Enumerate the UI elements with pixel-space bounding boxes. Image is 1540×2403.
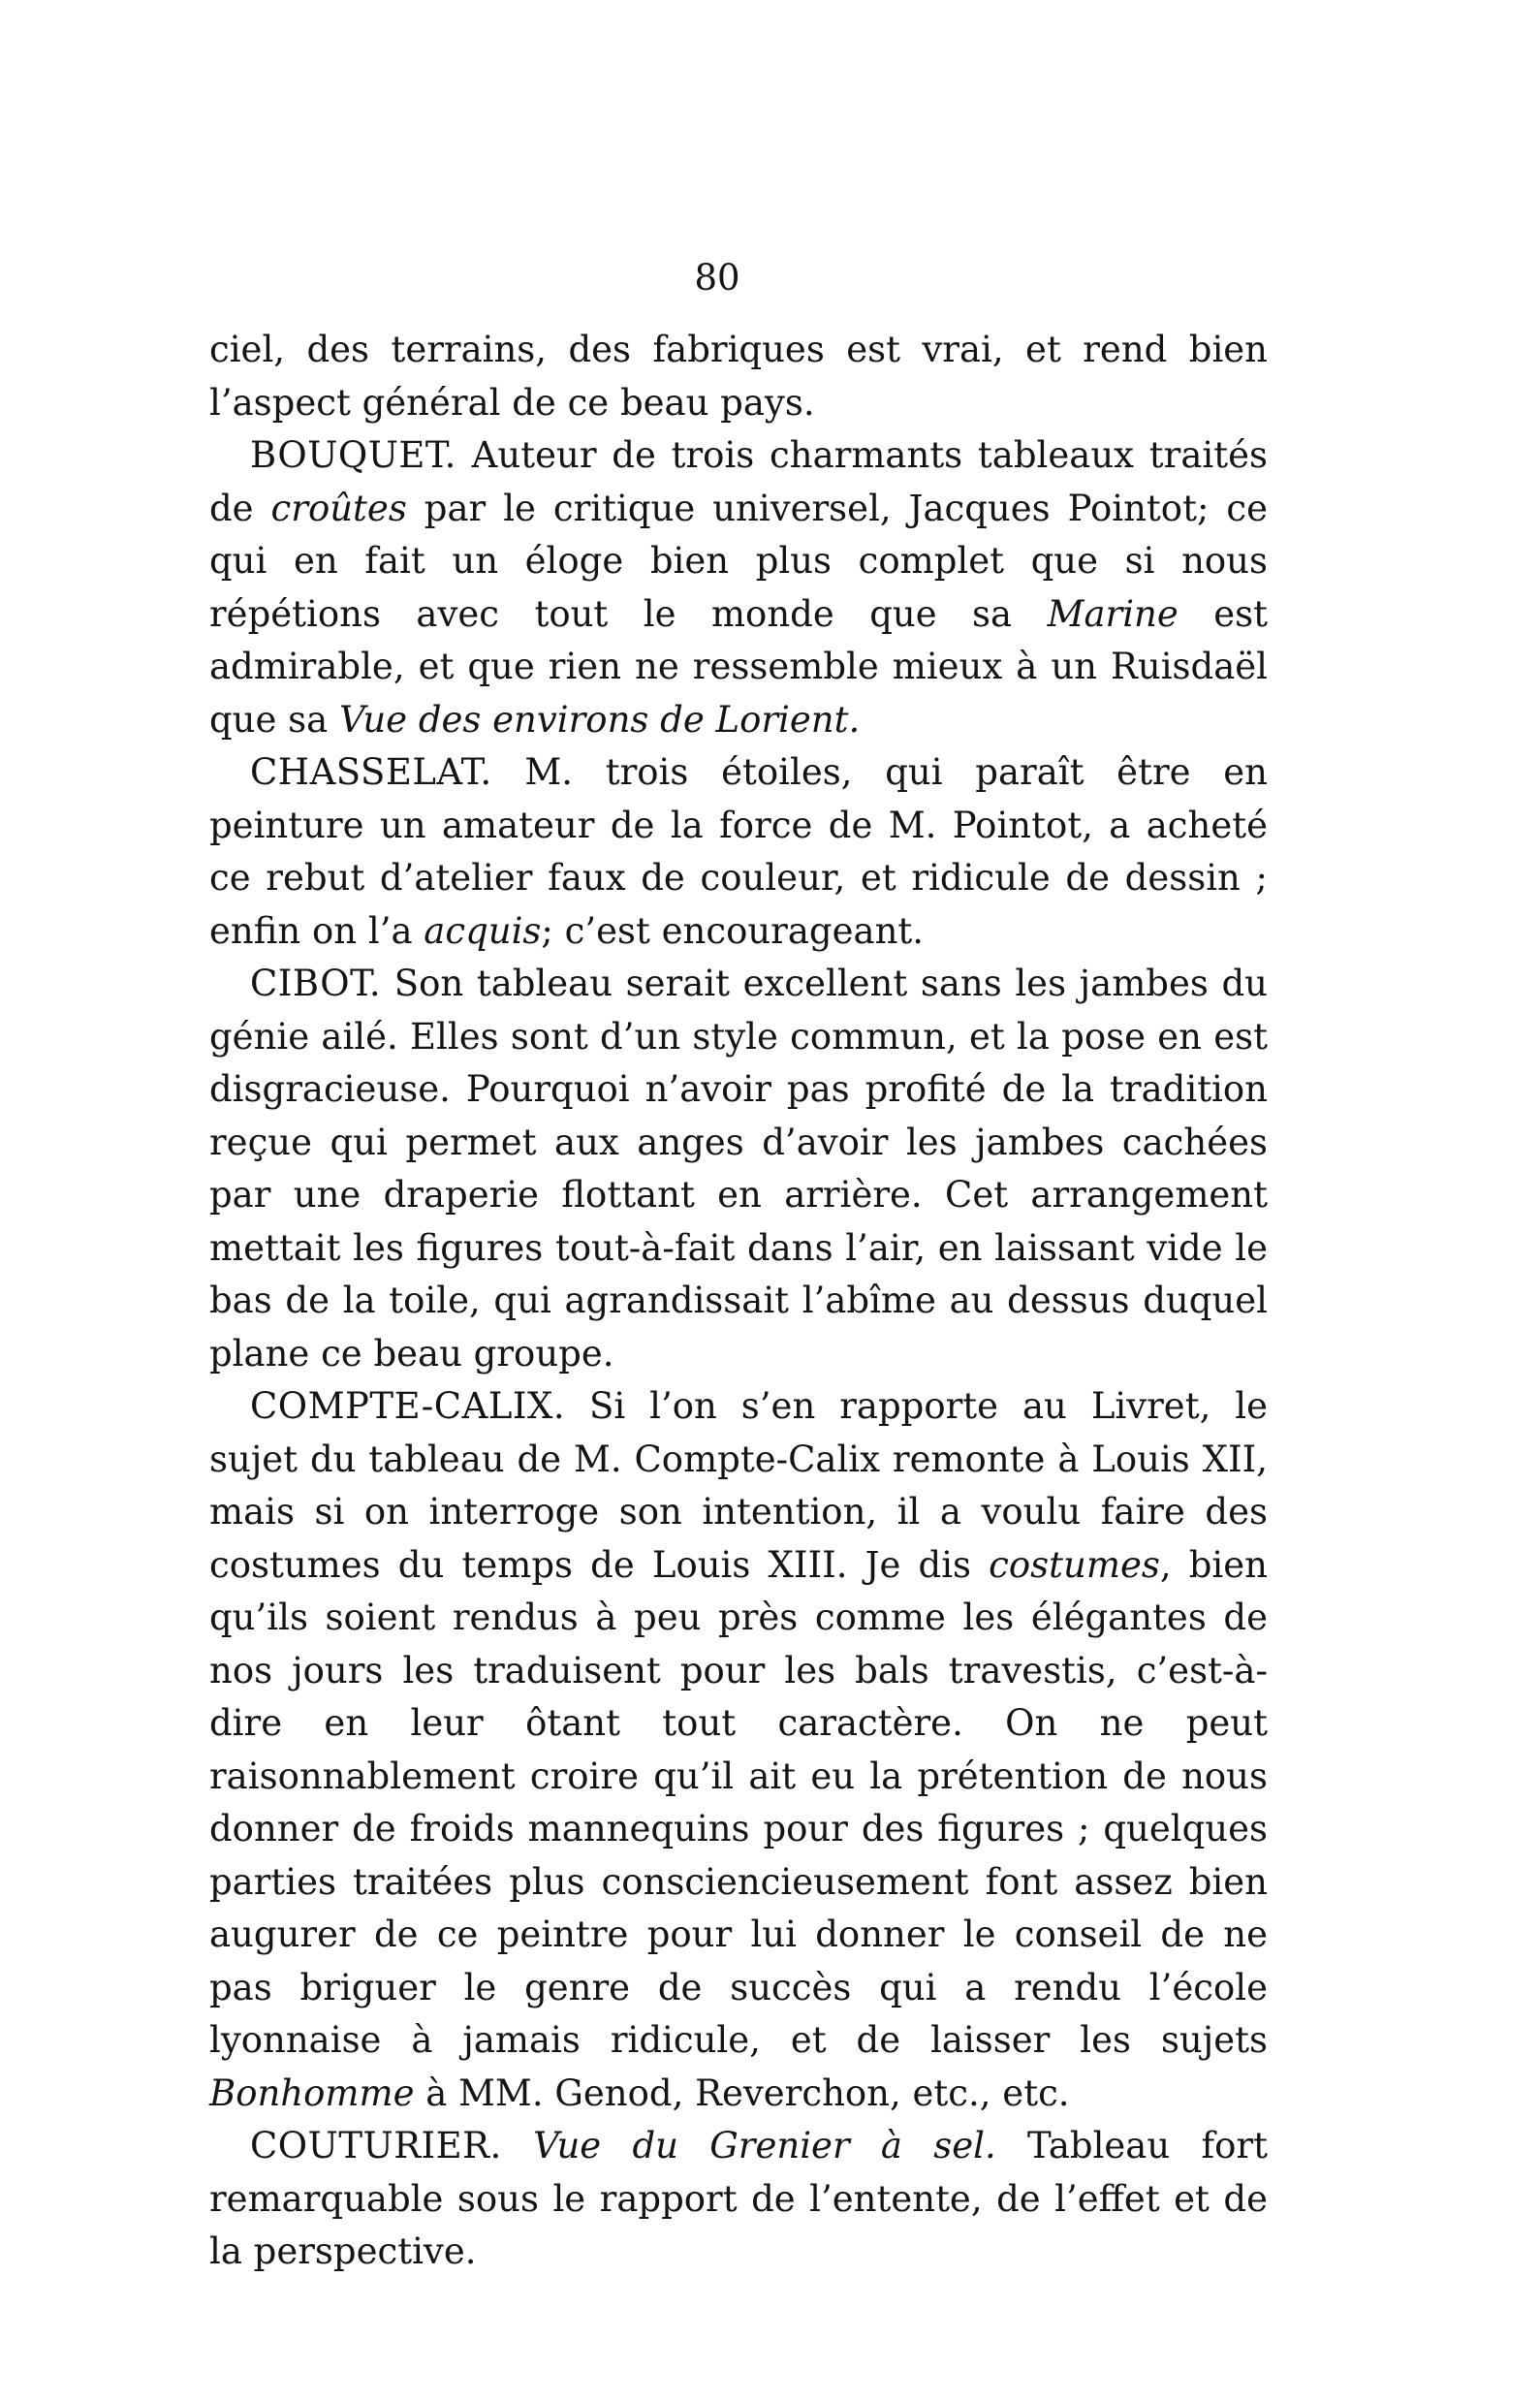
paragraph	[209, 324, 1268, 429]
italic-run: acquis	[424, 909, 542, 952]
italic-run: costumes	[989, 1543, 1160, 1586]
text-run	[502, 2125, 533, 2166]
paragraph-compte-calix	[209, 1380, 1268, 2120]
text-run: par le critique universel, Jacques Pointot; ce qui en fait un éloge bien plus complet que si nous répétions avec tout le monde que sa	[209, 487, 1268, 635]
text-run: ; c’est encourageant.	[541, 909, 925, 952]
paragraph-chasselat	[209, 746, 1268, 958]
artist-name: COMPTE-CALIX.	[250, 1385, 566, 1427]
italic-run: Marine	[1047, 592, 1179, 635]
italic-run: Bonhomme	[209, 2071, 415, 2114]
artist-name: CIBOT.	[250, 963, 382, 1004]
text-run: est admirable, et que rien ne ressemble mieux à un Ruisdaël que sa	[209, 592, 1268, 741]
paragraph-cibot	[209, 958, 1268, 1380]
paragraph-bouquet	[209, 429, 1268, 746]
page-number: 80	[694, 257, 740, 299]
italic-run: Vue du Grenier à sel.	[533, 2125, 996, 2166]
text-run: à MM. Genod, Reverchon, etc., etc.	[414, 2071, 1070, 2114]
italic-run: Vue des environs de Lorient.	[338, 698, 861, 741]
artist-name: BOUQUET.	[250, 434, 456, 476]
artist-name: CHASSELAT.	[250, 751, 492, 793]
text-run: Auteur de trois charmants tableaux traités de	[209, 434, 1268, 529]
text-run: Tableau fort remarquable sous le rapport de l’entente, de l’effet et de la perspective.	[209, 2125, 1269, 2272]
text-run: ciel, des terrains, des fabriques est vrai, et rend bien l’aspect général de ce beau pays.	[209, 329, 1268, 424]
text-run: M. trois étoiles, qui paraît être en peinture un amateur de la force de M. Pointot, a acheté ce rebut d’atelier faux de couleur, et ridicule de dessin ; enfin on l’a	[209, 751, 1268, 952]
italic-run: croûtes	[270, 487, 407, 529]
body-text	[209, 324, 1268, 2279]
text-run: Si l’on s’en rapporte au Livret, le sujet du tableau de M. Compte-Calix remonte à Louis XII, mais si on interroge son intention, il a voulu faire des costumes du temps de Louis XIII. Je dis	[209, 1385, 1268, 1586]
text-run: , bien qu’ils soient rendus à peu près comme les élégantes de nos jours les traduisent pour les bals travestis, c’est-à-dire en leur ôtant tout caractère. On ne peut raisonnablement croire qu’il ait eu la prétention de nous donner de froids mannequins pour des figures ; quelques parties traitées plus consciencieusement font assez bien augurer de ce peintre pour lui donner le conseil de ne pas briguer le genre de succès qui a rendu l’école lyonnaise à jamais ridicule, et de laisser les sujets	[209, 1543, 1268, 2061]
paragraph-couturier	[209, 2120, 1268, 2279]
artist-name: COUTURIER.	[250, 2125, 502, 2166]
text-run: Son tableau serait excellent sans les jambes du génie ailé. Elles sont d’un style commun, et la pose en est disgracieuse. Pourquoi n’avoir pas profité de la tradition reçue qui permet aux anges d’avoir les jambes cachées par une draperie flottant en arrière. Cet arrangement mettait les figures tout-à-fait dans l’air, en laissant vide le bas de la toile, qui agrandissait l’abîme au dessus duquel plane ce beau groupe.	[209, 963, 1268, 1375]
